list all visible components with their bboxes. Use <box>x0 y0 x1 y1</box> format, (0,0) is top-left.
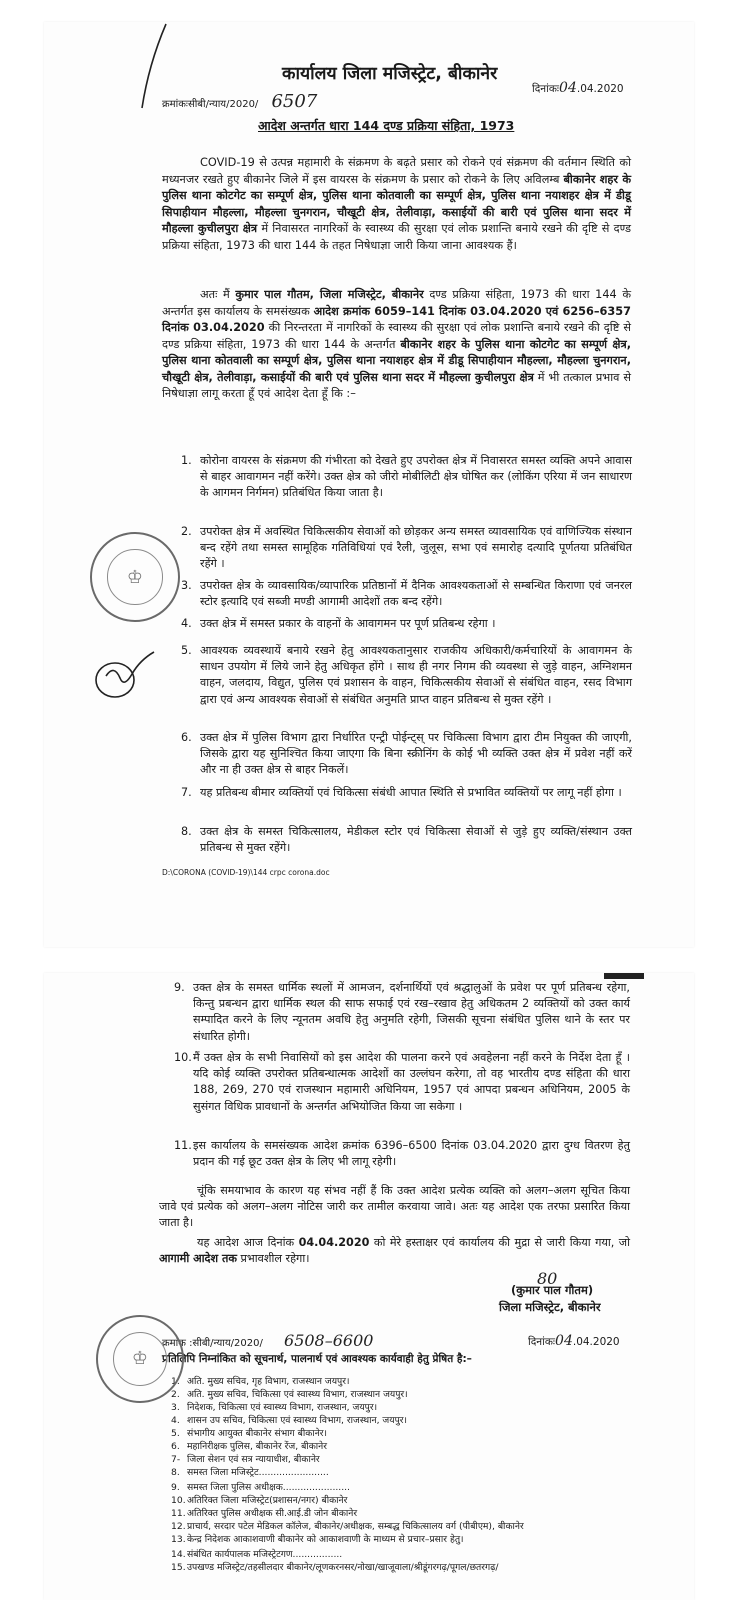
copy-list-item: 15.उपखण्ड मजिस्ट्रेट/तहसीलदार बीकानेर/लूणकरनसर/नोखा/खाजूवाला/श्रीडूंगरगढ़/पूगल/छतरगढ़/ <box>171 1562 499 1573</box>
copy-list-item: 5. संभागीय आयुक्त बीकानेर संभाग बीकानेर। <box>171 1428 328 1439</box>
copy-list-item: 13.केन्द्र निदेशक आकाशवाणी बीकानेर को आकाशवाणी के माध्यम से प्रचार–प्रसार हेतु। <box>171 1534 464 1545</box>
date-label: दिनांकः <box>532 83 560 95</box>
item-number: 3. <box>181 579 192 592</box>
order-areas-bold: बीकानेर शहर के पुलिस थाना कोटगेट का सम्पूर्ण क्षेत्र, पुलिस थाना कोतवाली का सम्पूर्ण क्षेत्र, पुलिस थाना नयाशहर क्षेत्र में डीडू सिपाहीयान मौहल्ला, मौहल्ला चुनगरान, चौखूटी क्षेत्र, तेलीवाड़ा, कसाईयों की बारी एवं पुलिस थाना सदर में मौहल्ला कुचीलपुरा क्षेत्र <box>162 337 631 384</box>
previous-order-bold: आदेश क्रमांक 6059–141 दिनांक 03.04.2020 एवं 6256–6357 दिनांक 03.04.2020 <box>162 304 631 334</box>
item-number: 7. <box>181 786 192 799</box>
order-date <box>532 80 624 96</box>
signature-mark: 80 <box>537 1269 558 1288</box>
scan-edge-mark <box>604 973 644 979</box>
handwritten-initials <box>90 648 160 704</box>
copy-list-item: 8. समस्त जिला मजिस्ट्रेट........................ <box>171 1467 329 1478</box>
emblem-icon: ♔ <box>113 1332 167 1386</box>
validity-text-2: को मेरे हस्ताक्षर एवं कार्यालय की मुद्रा से जारी किया गया, जो <box>369 1236 630 1249</box>
copy-list-item: 9. समस्त जिला पुलिस अधीक्षक....................... <box>171 1482 350 1493</box>
copy-list-item: 3. निदेशक, चिकित्सा एवं स्वास्थ्य विभाग, राजस्थान, जयपुर। <box>171 1402 378 1413</box>
copy-list-item: 7- जिला सेशन एवं सत्र न्यायाधीश, बीकानेर <box>171 1454 320 1465</box>
copy-list-item: 10.अतिरिक्त जिला मजिस्ट्रेट(प्रशासन/नगर) बीकानेर <box>171 1495 348 1506</box>
intro-areas-bold: बीकानेर शहर के पुलिस थाना कोटगेट का सम्पूर्ण क्षेत्र, पुलिस थाना कोतवाली का सम्पूर्ण क्षेत्र, पुलिस थाना नयाशहर क्षेत्र में डीडू सिपाहीयान मौहल्ला, मौहल्ला चुनगरान, चौखूटी क्षेत्र, तेलीवाड़ा, कसाईयों की बारी एवं पुलिस थाना सदर में मौहल्ला कुचीलपुरा क्षेत्र <box>162 172 632 235</box>
item-number: 8. <box>181 825 192 838</box>
copy-date-suffix: .04.2020 <box>572 1336 620 1348</box>
item-number: 11. <box>174 1139 192 1152</box>
copy-list-item: 6. महानिरीक्षक पुलिस, बीकानेर रेंज, बीकानेर <box>171 1441 327 1452</box>
copy-reference-handwritten: 6508–6600 <box>284 1331 374 1350</box>
order-text-3: की निरन्तरता में नागरिकों के स्वास्थ्य की सुरक्षा एवं लोक प्रशान्ति बनाये रखने की दृष्टि से दण्ड प्रक्रिया संहिता, 1973 की धारा 144 के अन्तर्गत <box>162 321 631 351</box>
reference-number <box>162 91 317 112</box>
copy-date-label: दिनांकः <box>528 1336 556 1348</box>
item-number: 2. <box>181 525 192 538</box>
item-text: उपरोक्त क्षेत्र में अवस्थित चिकित्सकीय सेवाओं को छोड़कर अन्य समस्त व्यावसायिक एवं वाणिज्यिक संस्थान बन्द रहेंगे तथा समस्त सामूहिक गतिविधियां एवं रैली, जुलूस, सभा एवं समारोह दत्यादि पूर्णतया प्रतिबंधित रहेंगे । <box>200 525 632 571</box>
item-text: उक्त क्षेत्र में समस्त प्रकार के वाहनों के आवागमन पर पूर्ण प्रतिबन्ध रहेगा । <box>200 617 496 630</box>
intro-text-1: COVID-19 से उत्पन्न महामारी के संक्रमण के बढ़ते प्रसार को रोकने एवं संक्रमण की वर्तमान स्थिति को मध्यनजर रखते हुए बीकानेर जिले में इस वायरस के संक्रमण के प्रसार को रोकने के लिए अविलम्ब <box>162 156 631 186</box>
reference-label: क्रमांकःसीबी/न्याय/2020/ <box>162 99 259 110</box>
office-seal-icon <box>90 532 180 622</box>
validity-text-3: प्रभावशील रहेगा। <box>236 1252 310 1266</box>
file-path: D:\CORONA (COVID-19)\144 crpc corona.doc <box>162 868 330 877</box>
order-paragraph <box>162 287 631 403</box>
copy-list-item: 14.संबंधित कार्यपालक मजिस्ट्रेटगण................. <box>171 1549 343 1560</box>
order-page-1 <box>44 22 694 947</box>
order-text-1: अतः मैं <box>200 288 236 301</box>
item-number: 9. <box>174 981 185 994</box>
reference-handwritten-number: 6507 <box>271 91 318 112</box>
copy-list-item: 2. अति. मुख्य सचिव, चिकित्सा एवं स्वास्थ्य विभाग, राजस्थान जयपुर। <box>171 1389 408 1400</box>
copy-reference-label: क्रमांक :सीबी/न्याय/2020/ <box>162 1338 263 1349</box>
copy-list-item: 11.अतिरिक्त पुलिस अधीक्षक सी.आई.डी जोन बीकानेर <box>171 1508 358 1519</box>
office-header-title: कार्यालय जिला मजिस्ट्रेट, बीकानेर <box>282 64 498 84</box>
copy-date <box>528 1333 620 1349</box>
item-text: आवश्यक व्यवस्थायें बनाये रखने हेतु आवश्यकतानुसार राजकीय अधिकारी/कर्मचारियों के आवागमन के साधन उपयोग में लिये जाने हेतु अधिकृत होंगे । साथ ही नगर निगम की व्यवस्था से जुड़े वाहन, अग्निशमन वाहन, जलदाय, विद्युत, पुलिस एवं प्रशासन के वाहन, चिकित्सकीय सेवाओं से संबंधित वाहन, रसद विभाग द्वारा एवं अन्य आवश्यक सेवाओं से संबंधित अनुमति प्राप्त वाहन प्रतिबन्ध से मुक्त रहेंगे । <box>200 644 632 706</box>
copy-heading: प्रतिलिपि निम्नांकित को सूचनार्थ, पालनार्थ एवं आवश्यक कार्यवाही हेतु प्रेषित है:– <box>162 1353 472 1365</box>
item-number: 5. <box>181 644 192 657</box>
signatory-name: (कुमार पाल गौतम) <box>511 1283 594 1297</box>
item-text: उक्त क्षेत्र के समस्त चिकित्सालय, मेडीकल स्टोर एवं चिकित्सा सेवाओं से जुड़े हुए व्यक्ति/संस्थान उक्त प्रतिबन्ध से मुक्त रहेंगे। <box>200 825 632 855</box>
order-subject: आदेश अन्तर्गत धारा 144 दण्ड प्रक्रिया संहिता, 1973 <box>258 118 515 133</box>
copy-list-item: 4. शासन उप सचिव, चिकित्सा एवं स्वास्थ्य विभाग, राजस्थान, जयपुर। <box>171 1415 408 1426</box>
item-number: 6. <box>181 731 192 744</box>
item-text: उपरोक्त क्षेत्र के व्यावसायिक/व्यापारिक प्रतिष्ठानों में दैनिक आवश्यकताओं से सम्बन्धित किराणा एवं जनरल स्टोर इत्यादि एवं सब्जी मण्डी आगामी आदेशों तक बन्द रहेंगे। <box>200 579 632 609</box>
order-text-2: दण्ड प्रक्रिया संहिता, 1973 की धारा 144 के अन्तर्गत इस कार्यालय के समसंख्यक <box>162 288 631 318</box>
item-number: 1. <box>181 454 192 467</box>
validity-text-1: यह आदेश आज दिनांक <box>197 1236 299 1249</box>
office-seal-icon <box>96 1315 184 1403</box>
item-text: कोरोना वायरस के संक्रमण की गंभीरता को देखते हुए उपरोक्त क्षेत्र में निवासरत समस्त व्यक्ति अपने आवास से बाहर आवागमन नहीं करेंगे। उक्त क्षेत्र को जीरो मोबीलिटी क्षेत्र घोषित कर (लोकिंग एरिया में जन साधारण के आगमन निर्गमन) प्रतिबंधित किया जाता है। <box>200 454 632 500</box>
order-page-2 <box>44 973 694 1600</box>
intro-text-2: में निवासरत नागरिकों के स्वास्थ्य की सुरक्षा एवं लोक प्रशान्ति बनाये रखने की दृष्टि से दण्ड प्रक्रिया संहिता, 1973 की धारा 144 के तहत निषेधाज्ञा जारी किया जाना आवश्यक हैं। <box>162 222 631 252</box>
intro-paragraph <box>162 155 631 254</box>
item-number: 4. <box>181 617 192 630</box>
until-further-order-bold: आगामी आदेश तक <box>159 1252 237 1266</box>
item-text: उक्त क्षेत्र के समस्त धार्मिक स्थलों में आमजन, दर्शनार्थियों एवं श्रद्धालुओं के प्रवेश पर पूर्ण प्रतिबन्ध रहेगा, किन्तु प्रबन्धन द्वारा धार्मिक स्थल की साफ सफाई एवं रख–रखाव हेतु अधिकतम 2 व्यक्तियों को उक्त कार्य सम्पादित करने के लिए न्यूनतम अवधि हेतु अनुमति रहेगी, जिसकी सूचना संबंधित पुलिस थाने के स्तर पर संधारित होगी। <box>193 981 630 1043</box>
copy-date-handwritten: 04 <box>555 1333 573 1349</box>
emblem-icon: ♔ <box>107 549 162 604</box>
copy-reference-number <box>162 1331 373 1350</box>
issue-date-bold: 04.04.2020 <box>298 1236 370 1249</box>
signatory-title: जिला मजिस्ट्रेट, बीकानेर <box>499 1300 601 1314</box>
item-text: मैं उक्त क्षेत्र के सभी निवासियों को इस आदेश की पालना करने एवं अवहेलना नहीं करने के निर्देश देता हूँ । यदि कोई व्यक्ति उपरोक्त प्रतिबन्धात्मक आदेशों का उल्लंघन करेगा, तो वह भारतीय दण्ड संहिता की धारा 188, 269, 270 एवं राजस्थान महामारी अधिनियम, 1957 एवं आपदा प्रबन्धन अधिनियम, 2005 के सुसंगत विधिक प्रावधानों के अन्तर्गत अभियोजित किया जा सकेगा । <box>193 1051 630 1113</box>
magistrate-name-bold: कुमार पाल गौतम, जिला मजिस्ट्रेट, बीकानेर <box>235 288 424 301</box>
item-text: इस कार्यालय के समसंख्यक आदेश क्रमांक 6396–6500 दिनांक 03.04.2020 द्वारा दुग्ध वितरण हेतु प्रदान की गई छूट उक्त क्षेत्र के लिए भी लागू रहेगी। <box>193 1139 630 1169</box>
copy-list-item: 12.प्राचार्य, सरदार पटेल मेडिकल कॉलेज, बीकानेर/अधीक्षक, सम्बद्ध चिकित्सालय वर्ग (पीबीएम), बीकानेर <box>171 1521 524 1532</box>
copy-list-item: 1. अति. मुख्य सचिव, गृह विभाग, राजस्थान जयपुर। <box>171 1376 350 1387</box>
item-text: यह प्रतिबन्ध बीमार व्यक्तियों एवं चिकित्सा संबंधी आपात स्थिति से प्रभावित व्यक्तियों पर लागू नहीं होगा । <box>200 786 622 799</box>
item-number: 10. <box>174 1051 192 1064</box>
date-suffix: .04.2020 <box>576 83 624 95</box>
date-handwritten-day: 04 <box>559 80 577 96</box>
item-text: उक्त क्षेत्र में पुलिस विभाग द्वारा निर्धारित एन्ट्री पोईन्ट्स् पर चिकित्सा विभाग द्वारा टीम नियुक्त की जाएगी, जिसके द्वारा यह सुनिश्चित किया जाएगा कि बिना स्क्रीनिंग के कोई भी व्यक्ति उक्त क्षेत्र में प्रवेश नहीं करें और ना ही उक्त क्षेत्र से बाहर निकलें। <box>200 731 632 777</box>
validity-paragraph <box>159 1235 630 1267</box>
order-text-4: में भी तत्काल प्रभाव से निषेधाज्ञा लागू करता हूँ एवं आदेश देता हूँ कि :– <box>162 370 631 400</box>
notice-paragraph: चूंकि समयाभाव के कारण यह संभव नहीं हैं कि उक्त आदेश प्रत्येक व्यक्ति को अलग–अलग सूचित किया जावे एवं प्रत्येक को अलग–अलग नोटिस जारी कर तामील करवाया जावे। अतः यह आदेश एक तरफा प्रसारित किया जाता है। <box>159 1184 630 1230</box>
